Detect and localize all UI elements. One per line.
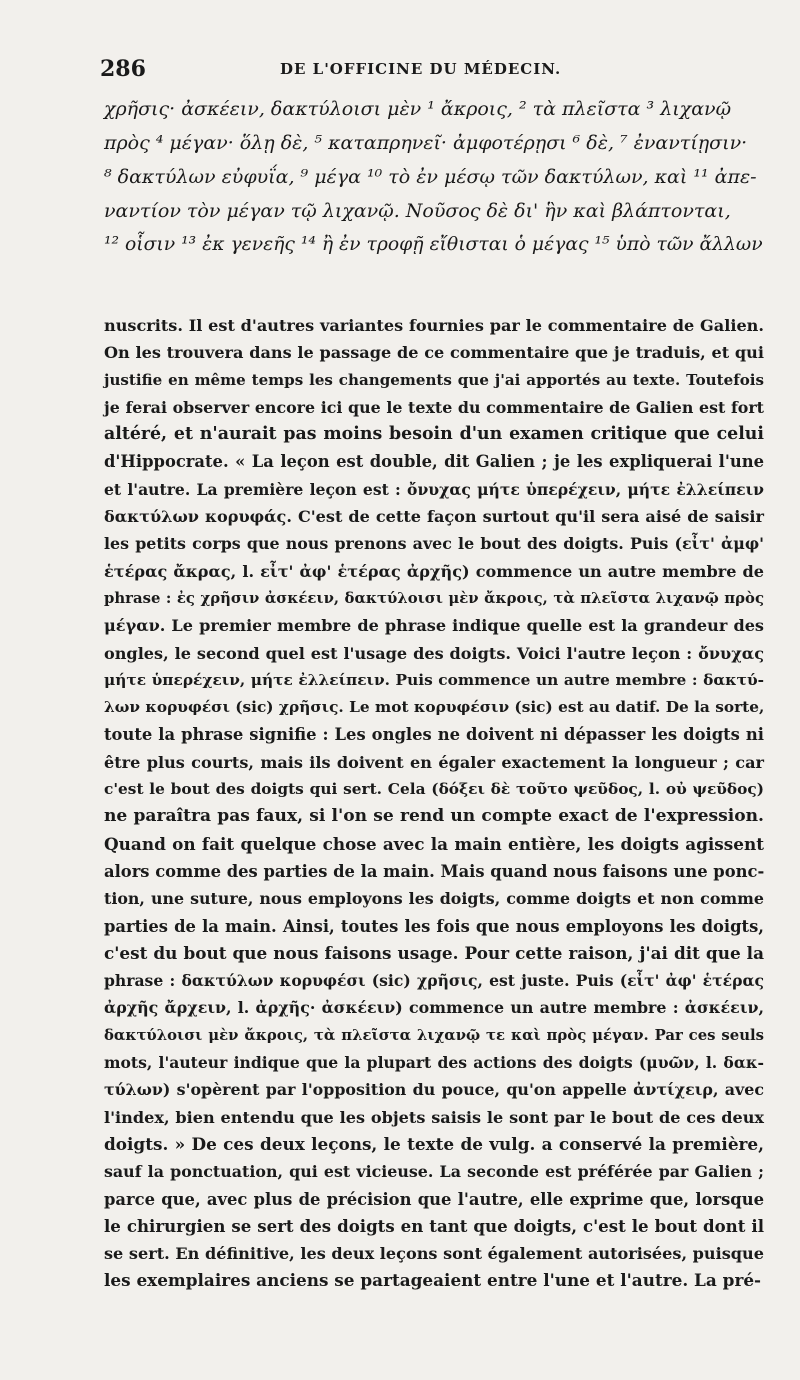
- text-line: nuscrits. Il est d'autres variantes fournies par le commentaire de Galien.: [104, 316, 764, 335]
- text-line: se sert. En définitive, les deux leçons sont également autorisées, puisque: [104, 1244, 764, 1264]
- text-line: On les trouvera dans le passage de ce commentaire que je traduis, et qui: [104, 343, 764, 363]
- text-line: justifie en même temps les changements que j'ai apportés au texte. Toutefois: [104, 370, 764, 389]
- text-line: je ferai observer encore ici que le texte du commentaire de Galien est fort: [104, 397, 764, 417]
- text-line: phrase : ἐς χρῆσιν ἀσκέειν, δακτύλοισι μὲν ἄκροις, τὰ πλεῖστα λιχανῷ πρὸς: [104, 588, 764, 607]
- commentary-text-block: [104, 312, 764, 1295]
- text-line: tion, une suture, nous employons les doigts, comme doigts et non comme: [104, 889, 764, 909]
- greek-text-line: πρὸς ⁴ μέγαν· ὅλῃ δὲ, ⁵ καταπρηνεῖ· ἀμφοτέρῃσι ⁶ δὲ, ⁷ ἐναντίῃσιν·: [104, 132, 748, 154]
- greek-text-line: ¹² οἷσιν ¹³ ἐκ γενεῆς ¹⁴ ἢ ἐν τροφῇ εἴθισται ὁ μέγας ¹⁵ ὑπὸ τῶν ἄλλων: [104, 234, 763, 255]
- text-line: δακτύλων κορυφάς. C'est de cette façon surtout qu'il sera aisé de saisir: [104, 507, 764, 527]
- text-line: ongles, le second quel est l'usage des doigts. Voici l'autre leçon : ὄνυχας: [104, 643, 764, 663]
- text-line: Quand on fait quelque chose avec la main entière, les doigts agissent: [104, 833, 764, 854]
- text-line: λων κορυφέσι (sic) χρῆσις. Le mot κορυφέσιν (sic) est au datif. De la sorte,: [104, 698, 765, 717]
- running-head: DE L'OFFICINE DU MÉDECIN.: [280, 60, 562, 78]
- greek-text-line: χρῆσις· ἀσκέειν, δακτύλοισι μὲν ¹ ἄκροις, ² τὰ πλεῖστα ³ λιχανῷ: [104, 98, 732, 120]
- text-line: le chirurgien se sert des doigts en tant que doigts, c'est le bout dont il: [104, 1215, 764, 1236]
- greek-text-line: ⁸ δακτύλων εὐφυΐα, ⁹ μέγα ¹⁰ τὸ ἐν μέσῳ τῶν δακτύλων, καὶ ¹¹ ἀπε-: [104, 166, 757, 188]
- greek-text-line: ναντίον τὸν μέγαν τῷ λιχανῷ. Νοῦσος δὲ δι' ἣν καὶ βλάπτονται,: [104, 200, 731, 222]
- text-line: les petits corps que nous prenons avec le bout des doigts. Puis (εἶτ' ἀμφ': [104, 534, 764, 554]
- text-line: ἀρχῆς ἄρχειν, l. ἀρχῆς· ἀσκέειν) commence un autre membre : ἀσκέειν,: [104, 998, 764, 1018]
- text-line: doigts. » De ces deux leçons, le texte de vulg. a conservé la première,: [104, 1133, 764, 1154]
- greek-text-block: [104, 92, 764, 262]
- text-line: ἑτέρας ἄκρας, l. εἶτ' ἀφ' ἑτέρας ἀρχῆς) commence un autre membre de: [104, 561, 764, 581]
- text-line: τύλων) s'opèrent par l'opposition du pouce, qu'on appelle ἀντίχειρ, avec: [104, 1080, 764, 1100]
- text-line: les exemplaires anciens se partageaient entre l'une et l'autre. La pré-: [104, 1270, 762, 1291]
- text-line: μέγαν. Le premier membre de phrase indique quelle est la grandeur des: [104, 616, 764, 636]
- text-line: c'est le bout des doigts qui sert. Cela (δόξει δὲ τοῦτο ψεῦδος, l. οὐ ψεῦδος): [104, 780, 764, 799]
- text-line: l'index, bien entendu que les objets saisis le sont par le bout de ces deux: [104, 1107, 764, 1127]
- text-line: altéré, et n'aurait pas moins besoin d'un examen critique que celui: [104, 424, 764, 445]
- text-line: alors comme des parties de la main. Mais quand nous faisons une ponc-: [104, 861, 765, 881]
- text-line: μήτε ὑπερέχειν, μήτε ἐλλείπειν. Puis commence un autre membre : δακτύ-: [104, 670, 764, 689]
- text-line: phrase : δακτύλων κορυφέσι (sic) χρῆσις, est juste. Puis (εἶτ' ἀφ' ἑτέρας: [104, 971, 764, 991]
- text-line: toute la phrase signifie : Les ongles ne doivent ni dépasser les doigts ni: [104, 725, 764, 745]
- text-line: sauf la ponctuation, qui est vicieuse. La seconde est préférée par Galien ;: [104, 1162, 764, 1182]
- text-line: c'est du bout que nous faisons usage. Pour cette raison, j'ai dit que la: [104, 942, 764, 963]
- page-header: [100, 56, 760, 86]
- text-line: parties de la main. Ainsi, toutes les fois que nous employons les doigts,: [104, 916, 764, 936]
- page-number: 286: [100, 56, 146, 82]
- text-line: d'Hippocrate. « La leçon est double, dit Galien ; je les expliquerai l'une: [104, 452, 764, 472]
- text-line: mots, l'auteur indique que la plupart des actions des doigts (μυῶν, l. δακ-: [104, 1053, 764, 1073]
- text-line: δακτύλοισι μὲν ἄκροις, τὰ πλεῖστα λιχανῷ τε καὶ πρὸς μέγαν. Par ces seuls: [104, 1025, 764, 1044]
- text-line: ne paraîtra pas faux, si l'on se rend un compte exact de l'expression.: [104, 806, 764, 827]
- text-line: et l'autre. La première leçon est : ὄνυχας μήτε ὑπερέχειν, μήτε ἐλλείπειν: [104, 479, 764, 499]
- text-line: être plus courts, mais ils doivent en égaler exactement la longueur ; car: [104, 752, 764, 772]
- text-line: parce que, avec plus de précision que l'autre, elle exprime que, lorsque: [104, 1189, 764, 1209]
